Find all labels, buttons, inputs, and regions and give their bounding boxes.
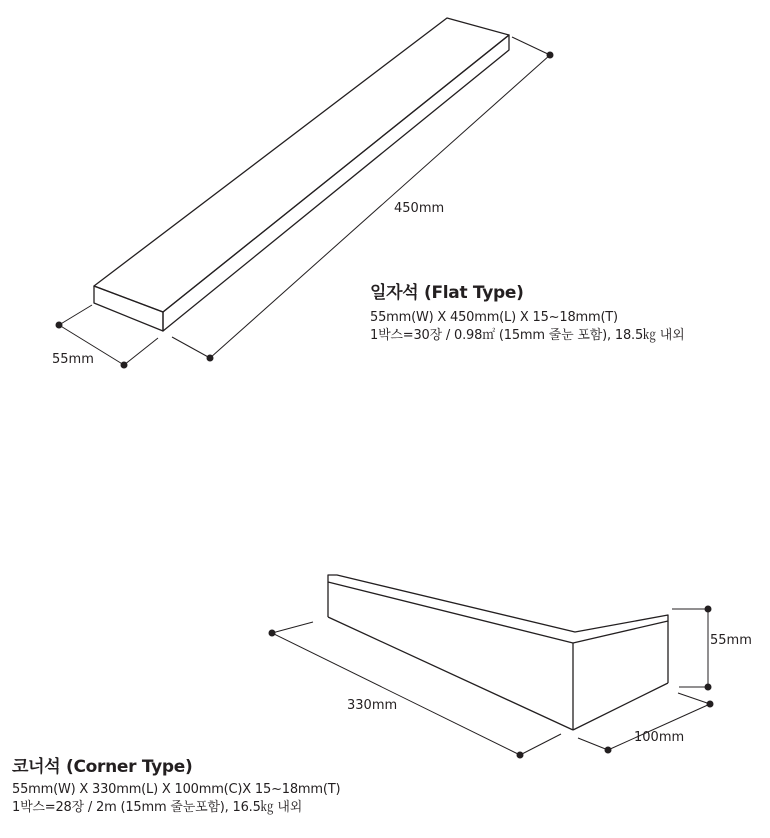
corner-spec-line2: 1박스=28장 / 2m (15mm 줄눈포함), 16.5㎏ 내외 [12, 800, 303, 815]
corner-height-label: 55mm [710, 633, 752, 648]
flat-spec-block [370, 281, 684, 345]
corner-spec-line1: 55mm(W) X 330mm(L) X 100mm(C)X 15~18mm(T) [12, 782, 341, 797]
corner-length-label: 330mm [347, 698, 398, 713]
flat-width-label: 55mm [52, 352, 94, 367]
corner-spec-block [12, 755, 340, 817]
flat-length-label: 450mm [394, 201, 445, 216]
flat-title: 일자석 (Flat Type) [370, 283, 524, 303]
flat-spec-line2: 1박스=30장 / 0.98㎡ (15mm 줄눈 포함), 18.5㎏ 내외 [370, 328, 685, 343]
flat-spec-line1: 55mm(W) X 450mm(L) X 15~18mm(T) [370, 310, 618, 325]
corner-return-label: 100mm [634, 730, 685, 745]
corner-title: 코너석 (Corner Type) [12, 757, 193, 777]
